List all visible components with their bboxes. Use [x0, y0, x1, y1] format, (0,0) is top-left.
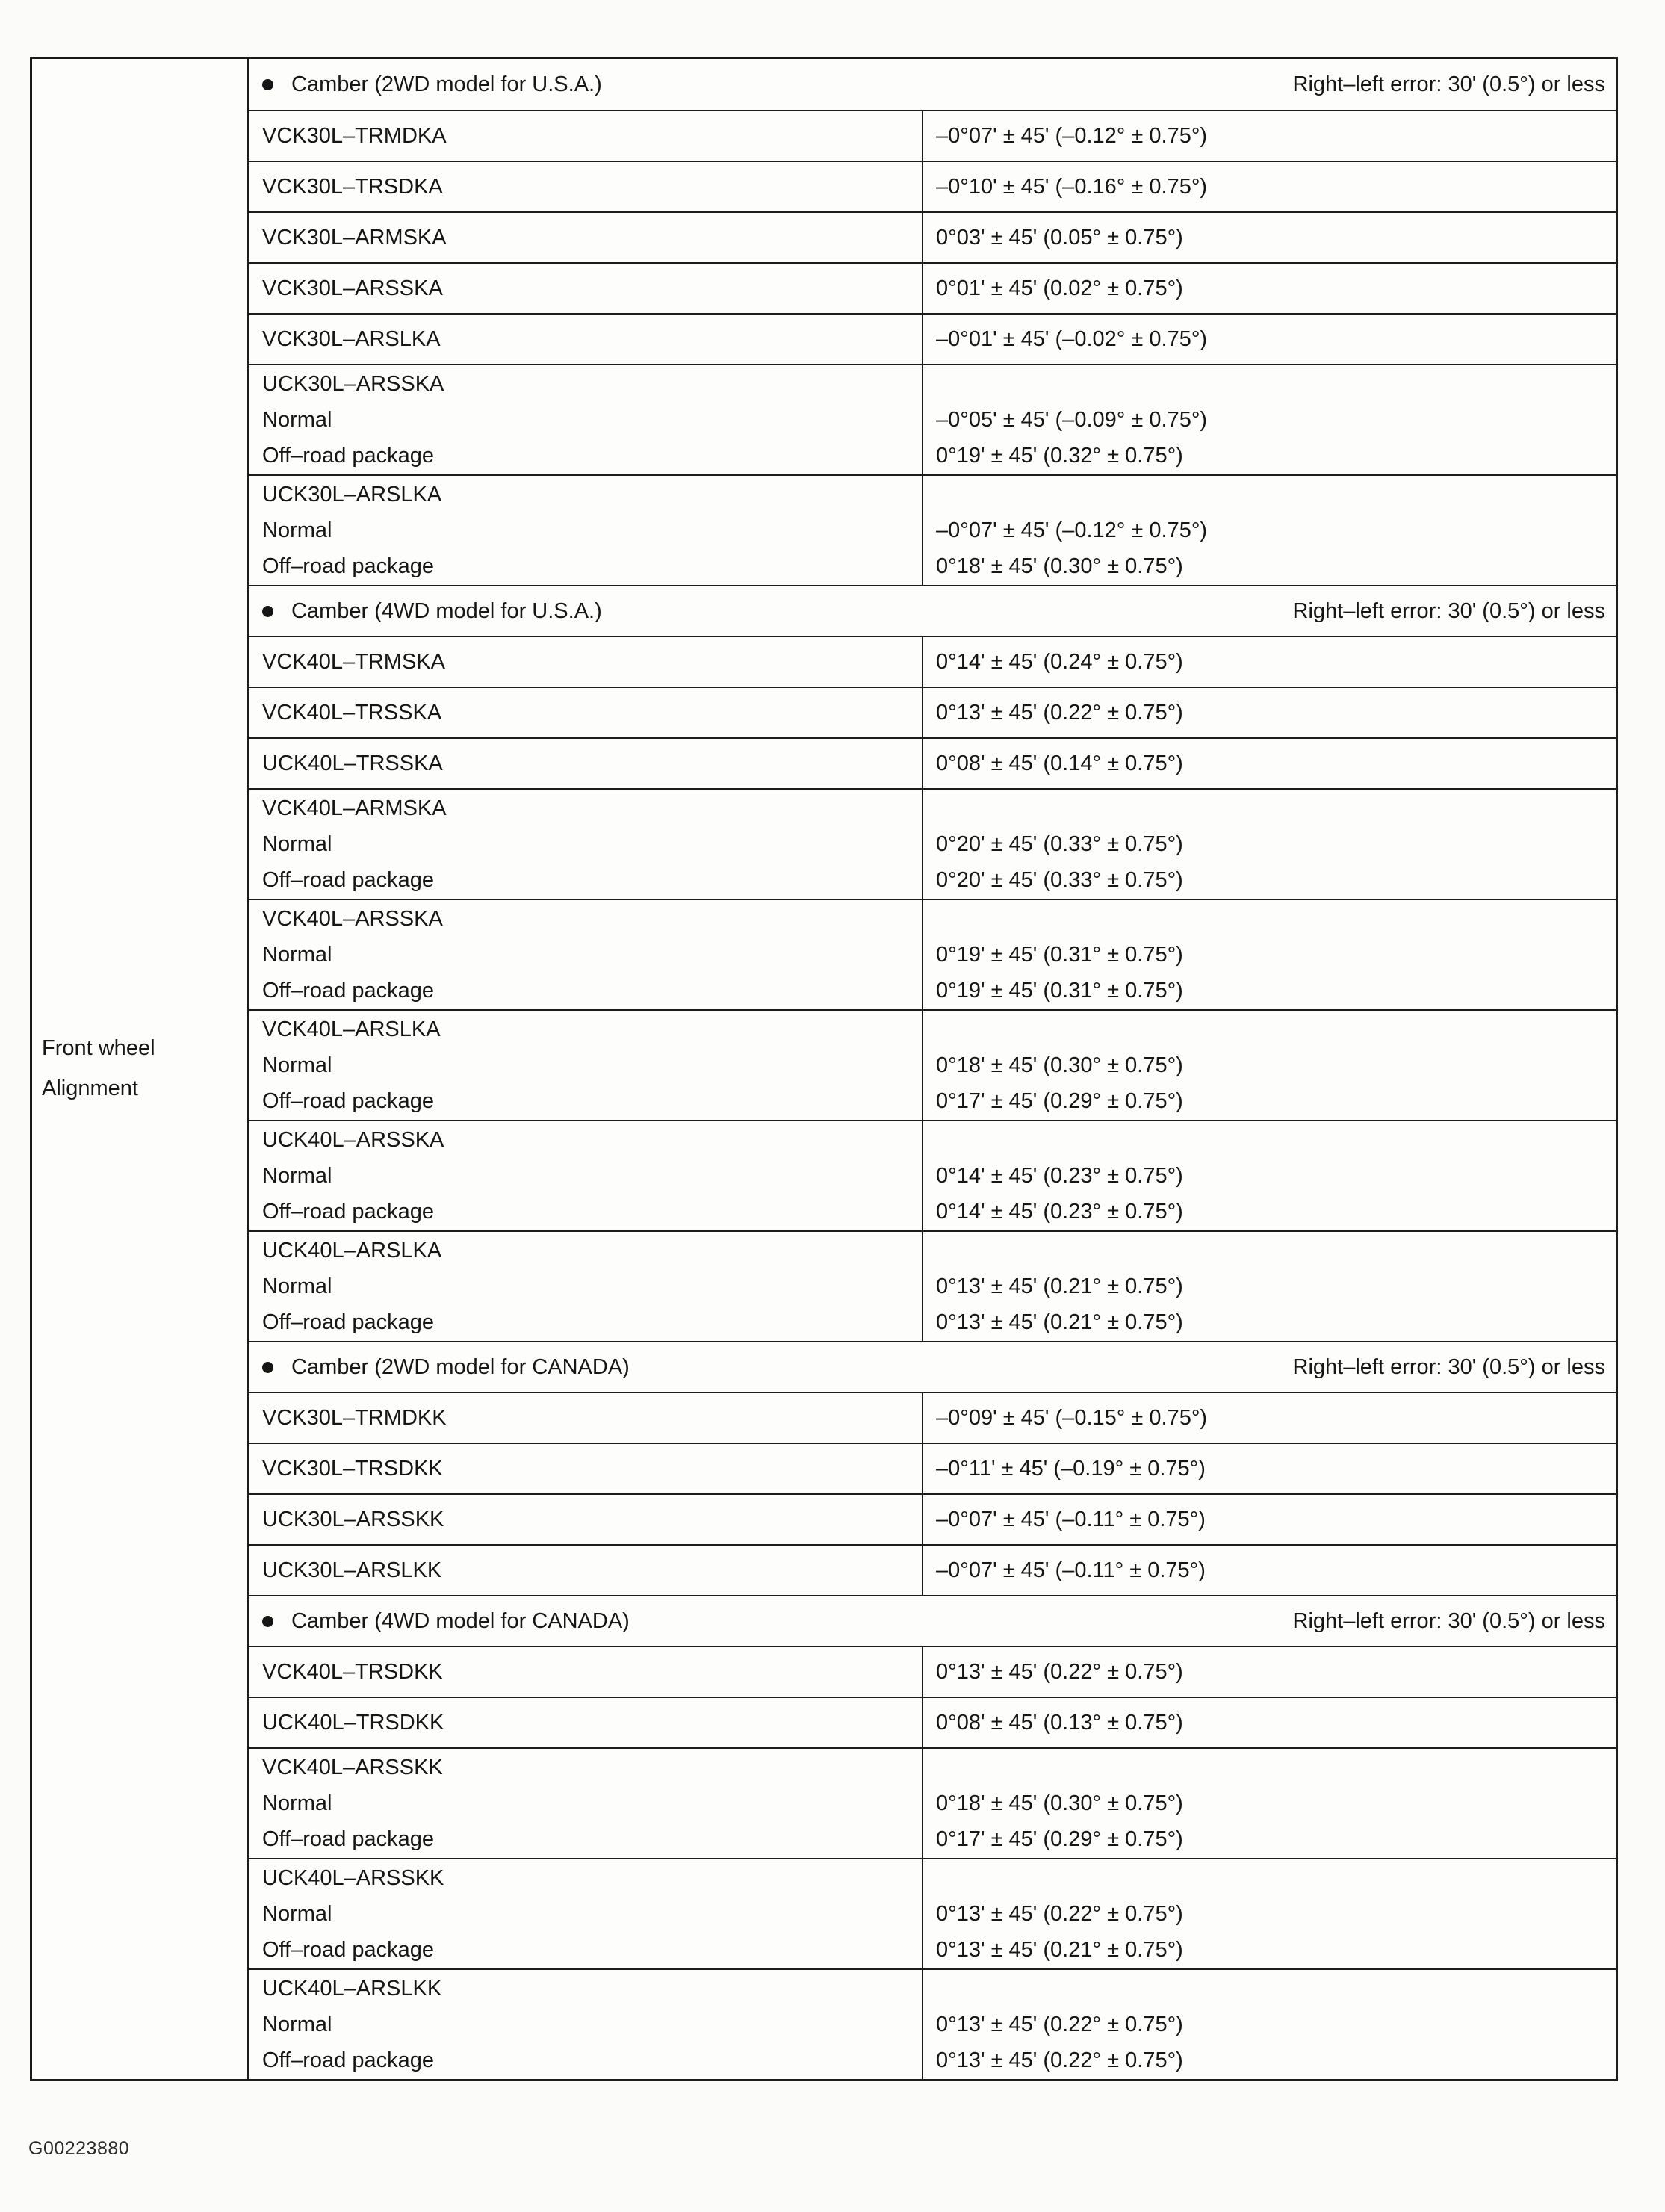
model-cell: [249, 162, 923, 211]
variant-label: Off–road package: [262, 868, 435, 892]
section-title: Camber (2WD model for U.S.A.): [291, 72, 602, 96]
model-cell: [249, 213, 923, 262]
value-cell: [923, 476, 1616, 585]
variant-label: Off–road package: [262, 2048, 435, 2072]
spec-row: [249, 1443, 1616, 1493]
spec-row: [249, 1230, 1616, 1341]
value-cell: [923, 1444, 1616, 1493]
camber-value: 0°17' ± 45' (0.29° ± 0.75°): [936, 1827, 1183, 1851]
model-cell: [249, 1121, 923, 1230]
variant-label: Off–road package: [262, 1200, 435, 1224]
camber-value: 0°19' ± 45' (0.31° ± 0.75°): [936, 943, 1183, 967]
variant-label: Off–road package: [262, 1089, 435, 1113]
model-code: UCK40L–TRSDKK: [262, 1711, 444, 1735]
variant-label: Off–road package: [262, 1827, 435, 1851]
camber-value: 0°18' ± 45' (0.30° ± 0.75°): [936, 1053, 1183, 1077]
model-code: UCK40L–ARSSKK: [262, 1866, 444, 1890]
model-code: VCK30L–TRSDKA: [262, 175, 443, 199]
value-cell: [923, 1546, 1616, 1595]
model-cell: [249, 1011, 923, 1120]
spec-row: [249, 1697, 1616, 1747]
model-code: VCK30L–TRMDKK: [262, 1406, 447, 1430]
row-label-cell: [32, 59, 249, 2079]
model-cell: [249, 1647, 923, 1697]
model-code: VCK40L–ARMSKA: [262, 796, 447, 820]
right-left-error-note: Right–left error: 30' (0.5°) or less: [1292, 598, 1605, 623]
camber-value: 0°13' ± 45' (0.22° ± 0.75°): [936, 2013, 1183, 2036]
value-cell: [923, 213, 1616, 262]
model-cell: [249, 476, 923, 585]
spec-row: [249, 1646, 1616, 1697]
camber-value: 0°08' ± 45' (0.13° ± 0.75°): [936, 1711, 1183, 1735]
model-cell: [249, 1393, 923, 1443]
model-code: VCK30L–ARSSKA: [262, 276, 443, 300]
model-code: VCK30L–TRSDKK: [262, 1457, 443, 1481]
value-cell: [923, 1121, 1616, 1230]
spec-row: [249, 1544, 1616, 1595]
model-code: VCK40L–TRSSKA: [262, 701, 442, 725]
spec-row: [249, 313, 1616, 364]
model-code: VCK30L–TRMDKA: [262, 124, 447, 148]
value-cell: [923, 1698, 1616, 1747]
spec-row: [249, 364, 1616, 474]
model-code: VCK40L–ARSSKK: [262, 1756, 443, 1779]
section-header-row: [249, 59, 1616, 110]
model-code: VCK40L–TRMSKA: [262, 650, 445, 674]
spec-row: [249, 474, 1616, 585]
right-left-error-note: Right–left error: 30' (0.5°) or less: [1292, 1608, 1605, 1633]
model-cell: [249, 365, 923, 474]
camber-value: 0°14' ± 45' (0.23° ± 0.75°): [936, 1200, 1183, 1224]
variant-label: Normal: [262, 832, 332, 856]
value-cell: [923, 111, 1616, 161]
camber-value: 0°13' ± 45' (0.21° ± 0.75°): [936, 1274, 1183, 1298]
variant-label: Off–road package: [262, 1938, 435, 1962]
camber-value: –0°07' ± 45' (–0.11° ± 0.75°): [936, 1558, 1206, 1582]
camber-value: 0°18' ± 45' (0.30° ± 0.75°): [936, 1791, 1183, 1815]
spec-row: [249, 1493, 1616, 1544]
spec-row: [249, 687, 1616, 737]
value-cell: [923, 1647, 1616, 1697]
spec-row: [249, 899, 1616, 1009]
model-cell: [249, 315, 923, 364]
value-cell: [923, 790, 1616, 899]
spec-row: [249, 211, 1616, 262]
camber-value: 0°18' ± 45' (0.30° ± 0.75°): [936, 554, 1183, 578]
camber-value: 0°17' ± 45' (0.29° ± 0.75°): [936, 1089, 1183, 1113]
camber-value: 0°08' ± 45' (0.14° ± 0.75°): [936, 752, 1183, 775]
spec-row: [249, 110, 1616, 161]
spec-row: [249, 1968, 1616, 2079]
camber-value: –0°10' ± 45' (–0.16° ± 0.75°): [936, 175, 1208, 199]
row-label-line1: Front wheel: [42, 1036, 155, 1061]
model-cell: [249, 1859, 923, 1968]
section-title: Camber (2WD model for CANADA): [291, 1354, 630, 1379]
right-left-error-note: Right–left error: 30' (0.5°) or less: [1292, 72, 1605, 96]
model-cell: [249, 637, 923, 687]
model-code: VCK40L–ARSSKA: [262, 907, 443, 931]
section-header-left: [262, 599, 602, 624]
variant-label: Normal: [262, 1053, 332, 1077]
model-cell: [249, 1749, 923, 1858]
value-line-empty: [936, 1750, 1608, 1785]
value-cell: [923, 1393, 1616, 1443]
bullet-icon: [262, 1616, 273, 1627]
variant-label: Off–road package: [262, 979, 435, 1003]
bullet-icon: [262, 1362, 273, 1373]
variant-label: Off–road package: [262, 554, 435, 578]
variant-label: Off–road package: [262, 444, 435, 468]
camber-value: 0°13' ± 45' (0.22° ± 0.75°): [936, 1660, 1183, 1684]
section-header-left: [262, 1609, 630, 1634]
model-code: UCK30L–ARSLKK: [262, 1558, 442, 1582]
model-code: UCK40L–ARSSKA: [262, 1128, 444, 1152]
value-cell: [923, 688, 1616, 737]
value-cell: [923, 162, 1616, 211]
camber-value: –0°07' ± 45' (–0.12° ± 0.75°): [936, 518, 1208, 542]
model-code: VCK30L–ARMSKA: [262, 226, 447, 250]
spec-row: [249, 1747, 1616, 1858]
model-cell: [249, 1232, 923, 1341]
value-line-empty: [936, 1011, 1608, 1047]
model-code: UCK40L–ARSLKK: [262, 1977, 442, 2001]
section-title: Camber (4WD model for U.S.A.): [291, 598, 602, 623]
spec-row: [249, 1858, 1616, 1968]
variant-label: Normal: [262, 1902, 332, 1926]
variant-label: Normal: [262, 1164, 332, 1188]
figure-id: G00223880: [28, 2138, 130, 2159]
section-header-row: [249, 1341, 1616, 1392]
camber-value: –0°05' ± 45' (–0.09° ± 0.75°): [936, 408, 1208, 432]
camber-value: –0°11' ± 45' (–0.19° ± 0.75°): [936, 1457, 1206, 1481]
model-cell: [249, 264, 923, 313]
bullet-icon: [262, 79, 273, 90]
value-cell: [923, 637, 1616, 687]
model-cell: [249, 1698, 923, 1747]
camber-value: 0°20' ± 45' (0.33° ± 0.75°): [936, 868, 1183, 892]
model-code: UCK30L–ARSSKK: [262, 1508, 444, 1531]
model-code: VCK30L–ARSLKA: [262, 327, 441, 351]
value-cell: [923, 1011, 1616, 1120]
spec-row: [249, 1120, 1616, 1230]
row-label-line2: Alignment: [42, 1076, 138, 1100]
model-cell: [249, 790, 923, 899]
model-code: UCK40L–ARSLKA: [262, 1239, 442, 1263]
value-cell: [923, 739, 1616, 788]
model-code: VCK40L–TRSDKK: [262, 1660, 443, 1684]
camber-value: –0°09' ± 45' (–0.15° ± 0.75°): [936, 1406, 1208, 1430]
camber-value: 0°14' ± 45' (0.23° ± 0.75°): [936, 1164, 1183, 1188]
section-title: Camber (4WD model for CANADA): [291, 1608, 630, 1633]
model-cell: [249, 739, 923, 788]
spec-row: [249, 1392, 1616, 1443]
camber-value: 0°13' ± 45' (0.22° ± 0.75°): [936, 2048, 1183, 2072]
model-cell: [249, 900, 923, 1009]
camber-value: 0°01' ± 45' (0.02° ± 0.75°): [936, 276, 1183, 300]
model-code: UCK40L–TRSSKA: [262, 752, 443, 775]
value-cell: [923, 264, 1616, 313]
camber-value: 0°14' ± 45' (0.24° ± 0.75°): [936, 650, 1183, 674]
camber-value: 0°13' ± 45' (0.22° ± 0.75°): [936, 701, 1183, 725]
model-cell: [249, 1970, 923, 2079]
camber-value: –0°01' ± 45' (–0.02° ± 0.75°): [936, 327, 1208, 351]
spec-row: [249, 636, 1616, 687]
model-code: VCK40L–ARSLKA: [262, 1017, 441, 1041]
camber-value: –0°07' ± 45' (–0.11° ± 0.75°): [936, 1508, 1206, 1531]
value-cell: [923, 900, 1616, 1009]
section-header-row: [249, 1595, 1616, 1646]
camber-value: 0°20' ± 45' (0.33° ± 0.75°): [936, 832, 1183, 856]
alignment-spec-table: [30, 57, 1618, 2081]
value-line-empty: [936, 901, 1608, 937]
section-header-left: [262, 1355, 630, 1380]
value-cell: [923, 1859, 1616, 1968]
variant-label: Normal: [262, 1791, 332, 1815]
variant-label: Normal: [262, 1274, 332, 1298]
spec-row: [249, 262, 1616, 313]
value-cell: [923, 1749, 1616, 1858]
spec-row: [249, 1009, 1616, 1120]
value-line-empty: [936, 366, 1608, 402]
variant-label: Normal: [262, 943, 332, 967]
value-cell: [923, 1232, 1616, 1341]
spec-rows-container: [249, 59, 1616, 2079]
spec-row: [249, 161, 1616, 211]
section-header-left: [262, 72, 602, 97]
variant-label: Off–road package: [262, 1310, 435, 1334]
model-cell: [249, 111, 923, 161]
camber-value: 0°13' ± 45' (0.21° ± 0.75°): [936, 1938, 1183, 1962]
value-line-empty: [936, 1971, 1608, 2007]
spec-row: [249, 737, 1616, 788]
spec-row: [249, 788, 1616, 899]
model-cell: [249, 1444, 923, 1493]
model-cell: [249, 688, 923, 737]
value-cell: [923, 365, 1616, 474]
value-line-empty: [936, 477, 1608, 512]
camber-value: 0°13' ± 45' (0.22° ± 0.75°): [936, 1902, 1183, 1926]
model-code: UCK30L–ARSSKA: [262, 372, 444, 396]
value-line-empty: [936, 1233, 1608, 1268]
camber-value: 0°19' ± 45' (0.32° ± 0.75°): [936, 444, 1183, 468]
value-line-empty: [936, 1122, 1608, 1158]
camber-value: 0°03' ± 45' (0.05° ± 0.75°): [936, 226, 1183, 250]
variant-label: Normal: [262, 518, 332, 542]
variant-label: Normal: [262, 2013, 332, 2036]
value-line-empty: [936, 790, 1608, 826]
camber-value: 0°13' ± 45' (0.21° ± 0.75°): [936, 1310, 1183, 1334]
section-header-row: [249, 585, 1616, 636]
value-cell: [923, 315, 1616, 364]
value-cell: [923, 1495, 1616, 1544]
camber-value: –0°07' ± 45' (–0.12° ± 0.75°): [936, 124, 1208, 148]
bullet-icon: [262, 606, 273, 617]
model-cell: [249, 1546, 923, 1595]
model-cell: [249, 1495, 923, 1544]
right-left-error-note: Right–left error: 30' (0.5°) or less: [1292, 1354, 1605, 1379]
variant-label: Normal: [262, 408, 332, 432]
value-line-empty: [936, 1860, 1608, 1896]
camber-value: 0°19' ± 45' (0.31° ± 0.75°): [936, 979, 1183, 1003]
model-code: UCK30L–ARSLKA: [262, 483, 442, 506]
value-cell: [923, 1970, 1616, 2079]
